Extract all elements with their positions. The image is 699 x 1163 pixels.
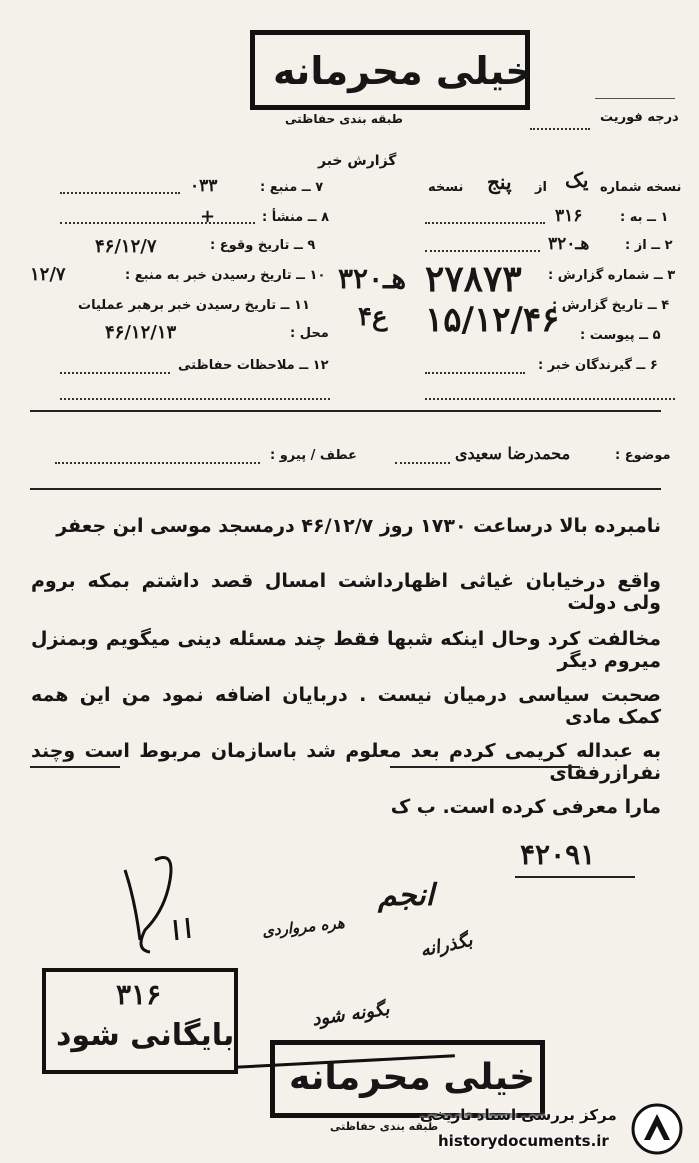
handwritten-code-2: ۴ع: [358, 302, 388, 332]
handwritten-code: ۳۲۰هـ: [338, 262, 407, 295]
reference-underline: [515, 876, 635, 878]
subject-aux-dots: [55, 462, 260, 464]
field-9-label: ۹ ــ تاریخ وقوع :: [210, 238, 316, 253]
field-12-dots: [60, 372, 170, 374]
body-line-2: واقع درخیابان غیاثی اظهارداشت امسال قصد داشتم بمکه بروم ولی دولت: [31, 570, 661, 614]
signature-scribble-left: [115, 840, 215, 960]
field-4-label: ۴ ــ تاریخ گزارش :: [552, 298, 670, 313]
field-6-dots: [425, 372, 525, 374]
separator-body: [30, 488, 661, 490]
subject-value: محمدرضا سعیدی: [455, 444, 571, 463]
handwritten-report-number: ۲۷۸۷۳: [425, 258, 522, 300]
field-2-dots: [425, 250, 540, 252]
field-11-label: ۱۱ ــ تاریخ رسیدن خبر برهبر عملیات: [78, 298, 310, 313]
classification-label: طبقه بندی حفاظتی: [285, 112, 403, 126]
body-line-5: به عبداله کریمی کردم بعد معلوم شد باسازمان مربوط است وچند نفرازرفقای: [31, 740, 661, 784]
body-underline-2: [30, 766, 120, 768]
field-8-label: ۸ ــ منشأ :: [262, 210, 330, 225]
archive-stamp-text: بایگانی شود: [56, 1018, 235, 1053]
field-7-label: ۷ ــ منبع :: [260, 180, 324, 195]
urgency-line: [595, 98, 675, 99]
body-line-3: مخالفت کرد وحال اینکه شبها فقط چند مسئله دینی میگویم وبمنزل میروم دیگر: [31, 628, 661, 672]
footer-classification-stamp: خیلی محرمانه: [289, 1057, 536, 1098]
urgency-dots: [530, 128, 590, 130]
field-9-value: ۴۶/۱۲/۷: [95, 236, 157, 257]
watermark-org-name: مرکز بررسی اسناد تاریخی: [420, 1106, 617, 1124]
body-line-4: صحبت سیاسی درمیان نیست . دربایان اضافه نمود من این همه کمک مادی: [31, 684, 661, 728]
classification-stamp-box: [250, 30, 533, 110]
body-underline-1: [390, 766, 580, 768]
urgency-label: درجه فوریت: [600, 110, 679, 125]
classification-stamp: خیلی محرمانه: [273, 49, 533, 93]
field-6-label: ۶ ــ گیرندگان خبر :: [538, 358, 658, 373]
handwritten-report-date: ۱۵/۱۲/۴۶: [425, 300, 560, 340]
field-1-value: ۳۱۶: [555, 206, 583, 226]
copy-suffix: نسخه: [428, 180, 464, 195]
field-11-sublabel: محل :: [290, 326, 329, 341]
field-8-value: +: [200, 206, 216, 227]
body-line-6: مارا معرفی کرده است. ب ک: [390, 796, 661, 818]
copy-value: یک: [565, 168, 589, 192]
field-7-dots: [60, 192, 180, 194]
field-10-value: ۱۲/۷: [30, 264, 66, 285]
field-11-value: ۴۶/۱۲/۱۳: [105, 322, 177, 343]
field-3-label: ۳ ــ شماره گزارش :: [548, 268, 676, 283]
copy-label: نسخه شماره: [600, 180, 682, 195]
archive-stamp-number: ۳۱۶: [116, 978, 162, 1011]
body-line-1: نامبرده بالا درساعت ۱۷۳۰ روز ۴۶/۱۲/۷ درمسجد موسی ابن جعفر: [56, 515, 661, 537]
field-7-value: ۰۳۳: [190, 176, 218, 196]
subject-aux-label: عطف / پیرو :: [270, 448, 357, 463]
field-5-label: ۵ ــ پیوست :: [580, 328, 661, 343]
copy-of: از: [535, 180, 547, 195]
watermark-url: historydocuments.ir: [438, 1132, 609, 1150]
field-6-dots-2: [425, 398, 675, 400]
watermark-logo-icon: [630, 1102, 684, 1156]
footer-classification-label: طبقه بندی حفاظتی: [330, 1120, 439, 1133]
separator-top: [30, 410, 661, 412]
field-12-dots-2: [60, 398, 330, 400]
archive-stamp-box: [42, 968, 238, 1074]
field-1-label: ۱ ــ به :: [620, 210, 669, 225]
field-2-value: ۳۲۰هـ: [548, 234, 590, 254]
reference-number: ۴۲۰۹۱: [520, 838, 596, 871]
field-12-label: ۱۲ ــ ملاحظات حفاظتی: [178, 358, 329, 373]
subject-label: موضوع :: [615, 448, 671, 463]
copy-total: پنج: [487, 170, 512, 194]
field-1-dots: [425, 222, 545, 224]
field-10-label: ۱۰ ــ تاریخ رسیدن خبر به منبع :: [125, 268, 326, 283]
annotation-c: بگذرانه: [418, 929, 475, 962]
subject-dots: [395, 462, 450, 464]
annotation-d: بگونه شود: [310, 998, 391, 1031]
annotation-a: هره مرواردی: [261, 913, 346, 941]
report-title: گزارش خبر: [318, 153, 397, 169]
field-2-label: ۲ ــ از :: [625, 238, 673, 253]
field-8-dots: [60, 222, 255, 224]
annotation-b: انجم: [378, 878, 435, 913]
